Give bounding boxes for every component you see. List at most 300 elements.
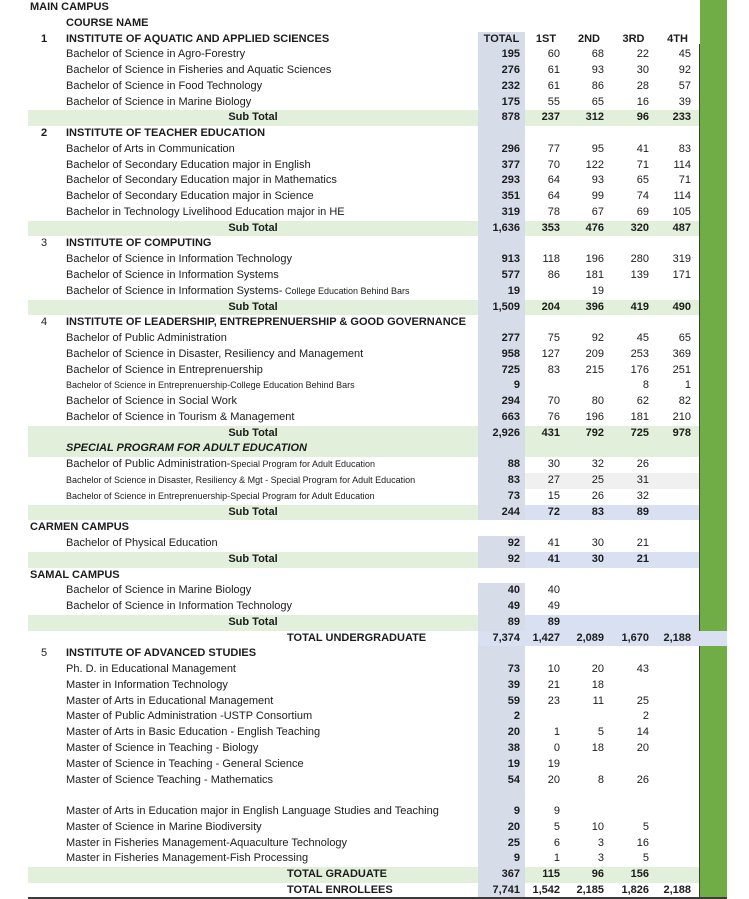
year4-cell <box>656 284 699 300</box>
year1-cell: 431 <box>541 426 560 439</box>
year1-cell <box>525 709 567 725</box>
total-cell: 367 <box>478 867 525 883</box>
total-cell: 9 <box>478 378 525 394</box>
total-label: TOTAL ENROLLEES <box>287 883 393 896</box>
year3-cell <box>611 804 656 820</box>
subtotal-label: Sub Total <box>28 615 478 631</box>
institute-name: INSTITUTE OF ADVANCED STUDIES <box>66 647 257 660</box>
year2-cell: 19 <box>591 284 604 297</box>
year-cells <box>525 378 699 394</box>
total-cell: 577 <box>478 268 525 284</box>
year4-cell: 369 <box>672 347 691 360</box>
year2-cell <box>567 0 611 16</box>
course-label: Bachelor in Technology Livelihood Education major in HE <box>66 205 345 218</box>
year-cells <box>525 426 699 442</box>
total-cell: 294 <box>478 394 525 410</box>
total-cell <box>478 441 525 457</box>
year-cells <box>525 347 699 363</box>
year1-cell: 237 <box>541 111 560 124</box>
year4-cell <box>656 0 699 16</box>
row-gutter <box>0 268 28 284</box>
year2-cell: 93 <box>591 174 604 187</box>
total-cell: 195 <box>478 47 525 63</box>
total-cell: 351 <box>478 189 525 205</box>
year-cells <box>525 646 699 662</box>
year3-cell: 16 <box>636 836 649 849</box>
row-gutter <box>0 142 28 158</box>
special-row <box>0 441 749 457</box>
year2-cell <box>567 646 611 662</box>
row-gutter <box>0 378 28 394</box>
course-label: Master of Arts in Education major in English Language Studies and Teaching <box>66 805 439 818</box>
course-row <box>0 95 749 111</box>
year-cells <box>525 173 699 189</box>
year-cells <box>525 315 699 331</box>
year2-cell: 196 <box>585 410 604 423</box>
subtotal-row <box>0 615 749 631</box>
year4-cell: 210 <box>672 410 691 423</box>
year2-cell <box>567 804 611 820</box>
year1-cell: 64 <box>547 190 560 203</box>
row-gutter <box>0 473 28 489</box>
year1-cell: 115 <box>542 868 560 881</box>
year4-cell: 171 <box>672 269 691 282</box>
year4-cell: 71 <box>678 174 691 187</box>
year3-cell: 320 <box>630 221 649 234</box>
course-label: Master in Fisheries Management-Aquaculture Technology <box>66 836 348 849</box>
year4-cell <box>656 741 699 757</box>
total-cell: 39 <box>478 678 525 694</box>
course-label: Bachelor of Science in Entreprenuership-College Education Behind Bars <box>66 380 355 391</box>
year2-cell: 93 <box>591 64 604 77</box>
year4-cell: 2,188 <box>663 883 691 896</box>
course-row <box>0 331 749 347</box>
row-gutter <box>0 236 28 252</box>
institute-row <box>0 315 749 331</box>
row-gutter <box>0 347 28 363</box>
campus-row <box>0 0 749 16</box>
course-label: Bachelor of Science in Agro-Forestry <box>66 48 246 61</box>
course-row <box>0 252 749 268</box>
year-cells <box>525 300 699 316</box>
course-row <box>0 79 749 95</box>
course-row <box>0 583 749 599</box>
year1-cell: 204 <box>541 300 560 313</box>
total-cell: 175 <box>478 95 525 111</box>
year4-cell: 233 <box>672 111 691 124</box>
course-row <box>0 378 749 394</box>
row-gutter <box>0 205 28 221</box>
course-row <box>0 47 749 63</box>
institute-number: 1 <box>40 32 48 45</box>
year-cells <box>525 678 699 694</box>
year4-cell: 487 <box>672 221 691 234</box>
year2-cell: 65 <box>591 95 604 108</box>
year3-cell: 253 <box>630 347 649 360</box>
year3-cell: 14 <box>636 726 649 739</box>
total-cell: 92 <box>478 552 525 568</box>
year1-cell: 6 <box>553 836 560 849</box>
year-cells <box>525 189 699 205</box>
subtotal-label: Sub Total <box>28 110 478 126</box>
year-cells <box>525 221 699 237</box>
year4-cell <box>656 520 699 536</box>
year3-cell: 74 <box>636 190 649 203</box>
subtotal-row <box>0 552 749 568</box>
subtotal-row <box>0 426 749 442</box>
year2-cell <box>567 709 611 725</box>
year4-cell <box>656 820 699 836</box>
course-label <box>28 284 478 300</box>
year4-cell: 92 <box>678 64 691 77</box>
year3-cell: 26 <box>636 773 649 786</box>
year1-cell <box>525 0 567 16</box>
year4-cell <box>656 16 699 32</box>
course-row <box>0 284 749 300</box>
course-label: Bachelor of Secondary Education major in Mathematics <box>66 174 337 187</box>
row-gutter <box>0 709 28 725</box>
total-cell: 59 <box>478 694 525 710</box>
total-cell: 9 <box>478 804 525 820</box>
course-label <box>28 457 478 473</box>
year-cells <box>525 599 699 615</box>
course-row <box>0 804 749 820</box>
year4-cell <box>656 694 699 710</box>
year2-cell: 792 <box>585 426 604 439</box>
year2-cell: 209 <box>585 347 604 360</box>
year2-cell: 20 <box>591 663 604 676</box>
total-cell: 54 <box>478 773 525 789</box>
subtotal-label: Sub Total <box>28 426 478 442</box>
year-cells <box>525 32 699 48</box>
year4-cell <box>656 867 699 883</box>
year1-cell: 27 <box>547 473 560 486</box>
total-cell: 663 <box>478 410 525 426</box>
year3-cell <box>611 568 656 584</box>
year3-cell: 5 <box>642 852 649 865</box>
year4-cell <box>656 236 699 252</box>
year3-cell: 41 <box>636 142 649 155</box>
year2-cell: 18 <box>591 678 604 691</box>
institute-name: INSTITUTE OF LEADERSHIP, ENTREPRENUERSHIP & GOOD GOVERNANCE <box>66 316 466 329</box>
course-name-header: COURSE NAME <box>66 16 149 29</box>
total-label: TOTAL GRADUATE <box>28 867 478 883</box>
year-cells <box>525 520 699 536</box>
year2-cell: 396 <box>585 300 604 313</box>
subtotal-row <box>0 110 749 126</box>
course-label-main: Bachelor of Public Administration- <box>66 458 231 471</box>
total-cell: 232 <box>478 79 525 95</box>
year4-cell <box>656 788 699 804</box>
year2-cell: 5 <box>597 726 604 739</box>
total-cell: 1,636 <box>478 221 525 237</box>
year2-cell: 83 <box>591 505 604 518</box>
year2-cell: 30 <box>591 537 604 550</box>
year4-cell <box>656 473 699 489</box>
year4-cell: 45 <box>678 48 691 61</box>
year-cells <box>525 142 699 158</box>
year2-cell: 10 <box>591 820 604 833</box>
row-gutter <box>0 252 28 268</box>
year3-cell <box>611 788 656 804</box>
year2-cell <box>567 520 611 536</box>
year2-cell <box>567 441 611 457</box>
year2-cell <box>567 378 611 394</box>
course-row <box>0 63 749 79</box>
year3-cell: 32 <box>636 489 649 502</box>
year3-cell <box>611 126 656 142</box>
course-row <box>0 820 749 836</box>
year1-cell: 55 <box>547 95 560 108</box>
row-gutter <box>0 173 28 189</box>
row-gutter <box>0 32 28 48</box>
row-gutter <box>0 189 28 205</box>
year-cells <box>525 788 699 804</box>
course-label: Master of Science in Teaching - General Science <box>66 757 304 770</box>
year3-cell: 2 <box>642 710 649 723</box>
year4-cell: 83 <box>678 142 691 155</box>
row-gutter <box>0 725 28 741</box>
course-label: Bachelor of Science in Food Technology <box>66 79 263 92</box>
year4-cell: 65 <box>678 332 691 345</box>
year2-cell: 3 <box>597 852 604 865</box>
total-cell: 7,374 <box>478 631 525 647</box>
total-cell <box>478 16 525 32</box>
campus-header: MAIN CAMPUS <box>30 1 109 13</box>
year2-cell: 11 <box>592 694 604 707</box>
year4-cell <box>656 678 699 694</box>
year1-cell: 86 <box>547 269 560 282</box>
year3-cell: 65 <box>636 174 649 187</box>
year-cells <box>525 394 699 410</box>
year-cells <box>525 820 699 836</box>
row-gutter <box>0 867 28 883</box>
institute-number: 4 <box>40 316 48 329</box>
year2-cell: 26 <box>591 489 604 502</box>
course-row <box>0 757 749 773</box>
year1-cell: 70 <box>547 395 560 408</box>
blank-row <box>0 788 749 804</box>
year2-cell: 80 <box>591 395 604 408</box>
row-gutter <box>0 47 28 63</box>
year3-cell: 1,670 <box>621 631 649 644</box>
total-cell: 725 <box>478 363 525 379</box>
year3-cell <box>611 315 656 331</box>
course-row <box>0 347 749 363</box>
year1-cell: 15 <box>547 489 560 502</box>
year2-cell: 96 <box>591 868 604 881</box>
row-gutter <box>0 741 28 757</box>
year3-cell <box>611 599 656 615</box>
column-header-total: TOTAL <box>478 32 525 48</box>
year2-cell: 312 <box>585 111 604 124</box>
row-gutter <box>0 583 28 599</box>
year3-cell: 62 <box>636 395 649 408</box>
total-cell: 20 <box>478 820 525 836</box>
row-gutter <box>0 441 28 457</box>
year-cells <box>525 63 699 79</box>
institute-row <box>0 646 749 662</box>
year3-cell: 176 <box>630 363 649 376</box>
total-cell: 958 <box>478 347 525 363</box>
year-cells <box>525 615 699 631</box>
course-label: Bachelor of Science in Social Work <box>66 395 237 408</box>
year4-cell: 490 <box>672 300 691 313</box>
year3-cell: 419 <box>630 300 649 313</box>
year1-cell: 41 <box>547 537 560 550</box>
year2-cell: 18 <box>591 741 604 754</box>
year1-cell <box>525 568 567 584</box>
course-row <box>0 741 749 757</box>
year3-cell: 31 <box>636 473 649 486</box>
band-extension <box>699 631 727 647</box>
year2-cell: 99 <box>591 190 604 203</box>
year-cells <box>525 773 699 789</box>
year2-cell: 8 <box>597 773 604 786</box>
row-gutter <box>0 410 28 426</box>
total-cell: 19 <box>478 284 525 300</box>
total-cell <box>478 236 525 252</box>
year3-cell: 8 <box>642 379 649 392</box>
year1-cell: 72 <box>547 505 560 518</box>
column-header-year1: 1ST <box>535 32 557 45</box>
year4-cell: 2,188 <box>663 631 691 644</box>
year4-cell <box>656 851 699 867</box>
total-cell: 913 <box>478 252 525 268</box>
row-gutter <box>0 694 28 710</box>
course-row <box>0 189 749 205</box>
row-gutter <box>0 536 28 552</box>
total-cell: 296 <box>478 142 525 158</box>
total-cell: 878 <box>478 110 525 126</box>
year1-cell <box>525 788 567 804</box>
year1-cell: 78 <box>547 205 560 218</box>
year2-cell <box>567 16 611 32</box>
course-row <box>0 694 749 710</box>
year-cells <box>525 709 699 725</box>
year2-cell: 2,185 <box>576 883 604 896</box>
total-cell: 40 <box>478 583 525 599</box>
course-row <box>0 725 749 741</box>
year3-cell <box>611 646 656 662</box>
year4-cell: 114 <box>673 190 691 203</box>
year4-cell <box>656 441 699 457</box>
row-gutter <box>0 221 28 237</box>
year1-cell: 23 <box>547 694 560 707</box>
year-cells <box>525 410 699 426</box>
year2-cell: 3 <box>597 836 604 849</box>
total-cell: 20 <box>478 725 525 741</box>
course-label: Master of Arts in Educational Management <box>66 694 274 707</box>
row-gutter <box>0 520 28 536</box>
row-gutter <box>0 63 28 79</box>
row-gutter <box>0 394 28 410</box>
year2-cell <box>567 236 611 252</box>
year1-cell: 9 <box>553 805 560 818</box>
course-row <box>0 773 749 789</box>
year3-cell: 30 <box>636 64 649 77</box>
year3-cell: 21 <box>636 537 649 550</box>
row-gutter <box>0 126 28 142</box>
institute-name: INSTITUTE OF TEACHER EDUCATION <box>66 127 266 140</box>
year3-cell: 26 <box>636 458 649 471</box>
year3-cell: 45 <box>636 332 649 345</box>
row-gutter <box>0 851 28 867</box>
column-header-year3: 3RD <box>622 32 645 45</box>
year2-cell <box>567 788 611 804</box>
year1-cell: 353 <box>541 221 560 234</box>
year-cells <box>525 126 699 142</box>
year2-cell <box>567 615 611 631</box>
year2-cell <box>567 757 611 773</box>
row-gutter <box>0 16 28 32</box>
institute-number: 2 <box>40 127 48 140</box>
year-cells <box>525 252 699 268</box>
total-cell: 377 <box>478 158 525 174</box>
subtotal-row <box>0 505 749 521</box>
course-label: Bachelor of Physical Education <box>66 537 218 550</box>
year-cells <box>525 583 699 599</box>
row-gutter <box>0 158 28 174</box>
year3-cell: 1,826 <box>621 883 649 896</box>
course-row <box>0 205 749 221</box>
year1-cell: 40 <box>547 584 560 597</box>
year1-cell: 60 <box>547 48 560 61</box>
course-label: Bachelor of Science in Information Technology <box>66 600 293 613</box>
year1-cell: 20 <box>547 773 560 786</box>
course-label: Master in Fisheries Management-Fish Processing <box>66 852 309 865</box>
year4-cell <box>656 773 699 789</box>
year4-cell <box>656 757 699 773</box>
row-gutter <box>0 568 28 584</box>
year1-cell <box>525 284 567 300</box>
course-label: Bachelor of Science in Fisheries and Aquatic Sciences <box>66 64 332 77</box>
row-gutter <box>0 552 28 568</box>
total-cell: 38 <box>478 741 525 757</box>
year-cells <box>525 836 699 852</box>
subtotal-label: Sub Total <box>28 505 478 521</box>
row-gutter <box>0 489 28 505</box>
year2-cell <box>567 315 611 331</box>
colname-row <box>0 16 749 32</box>
row-gutter <box>0 331 28 347</box>
year4-cell: 39 <box>678 95 691 108</box>
year4-cell <box>656 836 699 852</box>
course-label: Bachelor of Science in Information Technology <box>66 253 293 266</box>
year3-cell: 139 <box>630 269 649 282</box>
course-row <box>0 173 749 189</box>
year4-cell <box>656 646 699 662</box>
course-row <box>0 268 749 284</box>
course-row <box>0 158 749 174</box>
year3-cell <box>611 520 656 536</box>
year2-cell: 25 <box>591 473 604 486</box>
year-cells <box>525 268 699 284</box>
year-cells <box>525 47 699 63</box>
year4-cell <box>656 457 699 473</box>
column-header-year2: 2ND <box>577 32 600 45</box>
total-cell <box>478 568 525 584</box>
year3-cell: 71 <box>636 158 649 171</box>
year3-cell: 16 <box>636 95 649 108</box>
year1-cell <box>525 520 567 536</box>
year-cells <box>525 363 699 379</box>
total-cell: 73 <box>478 489 525 505</box>
year3-cell: 28 <box>636 79 649 92</box>
course-row <box>0 410 749 426</box>
year1-cell <box>525 646 567 662</box>
total-cell: 2 <box>478 709 525 725</box>
